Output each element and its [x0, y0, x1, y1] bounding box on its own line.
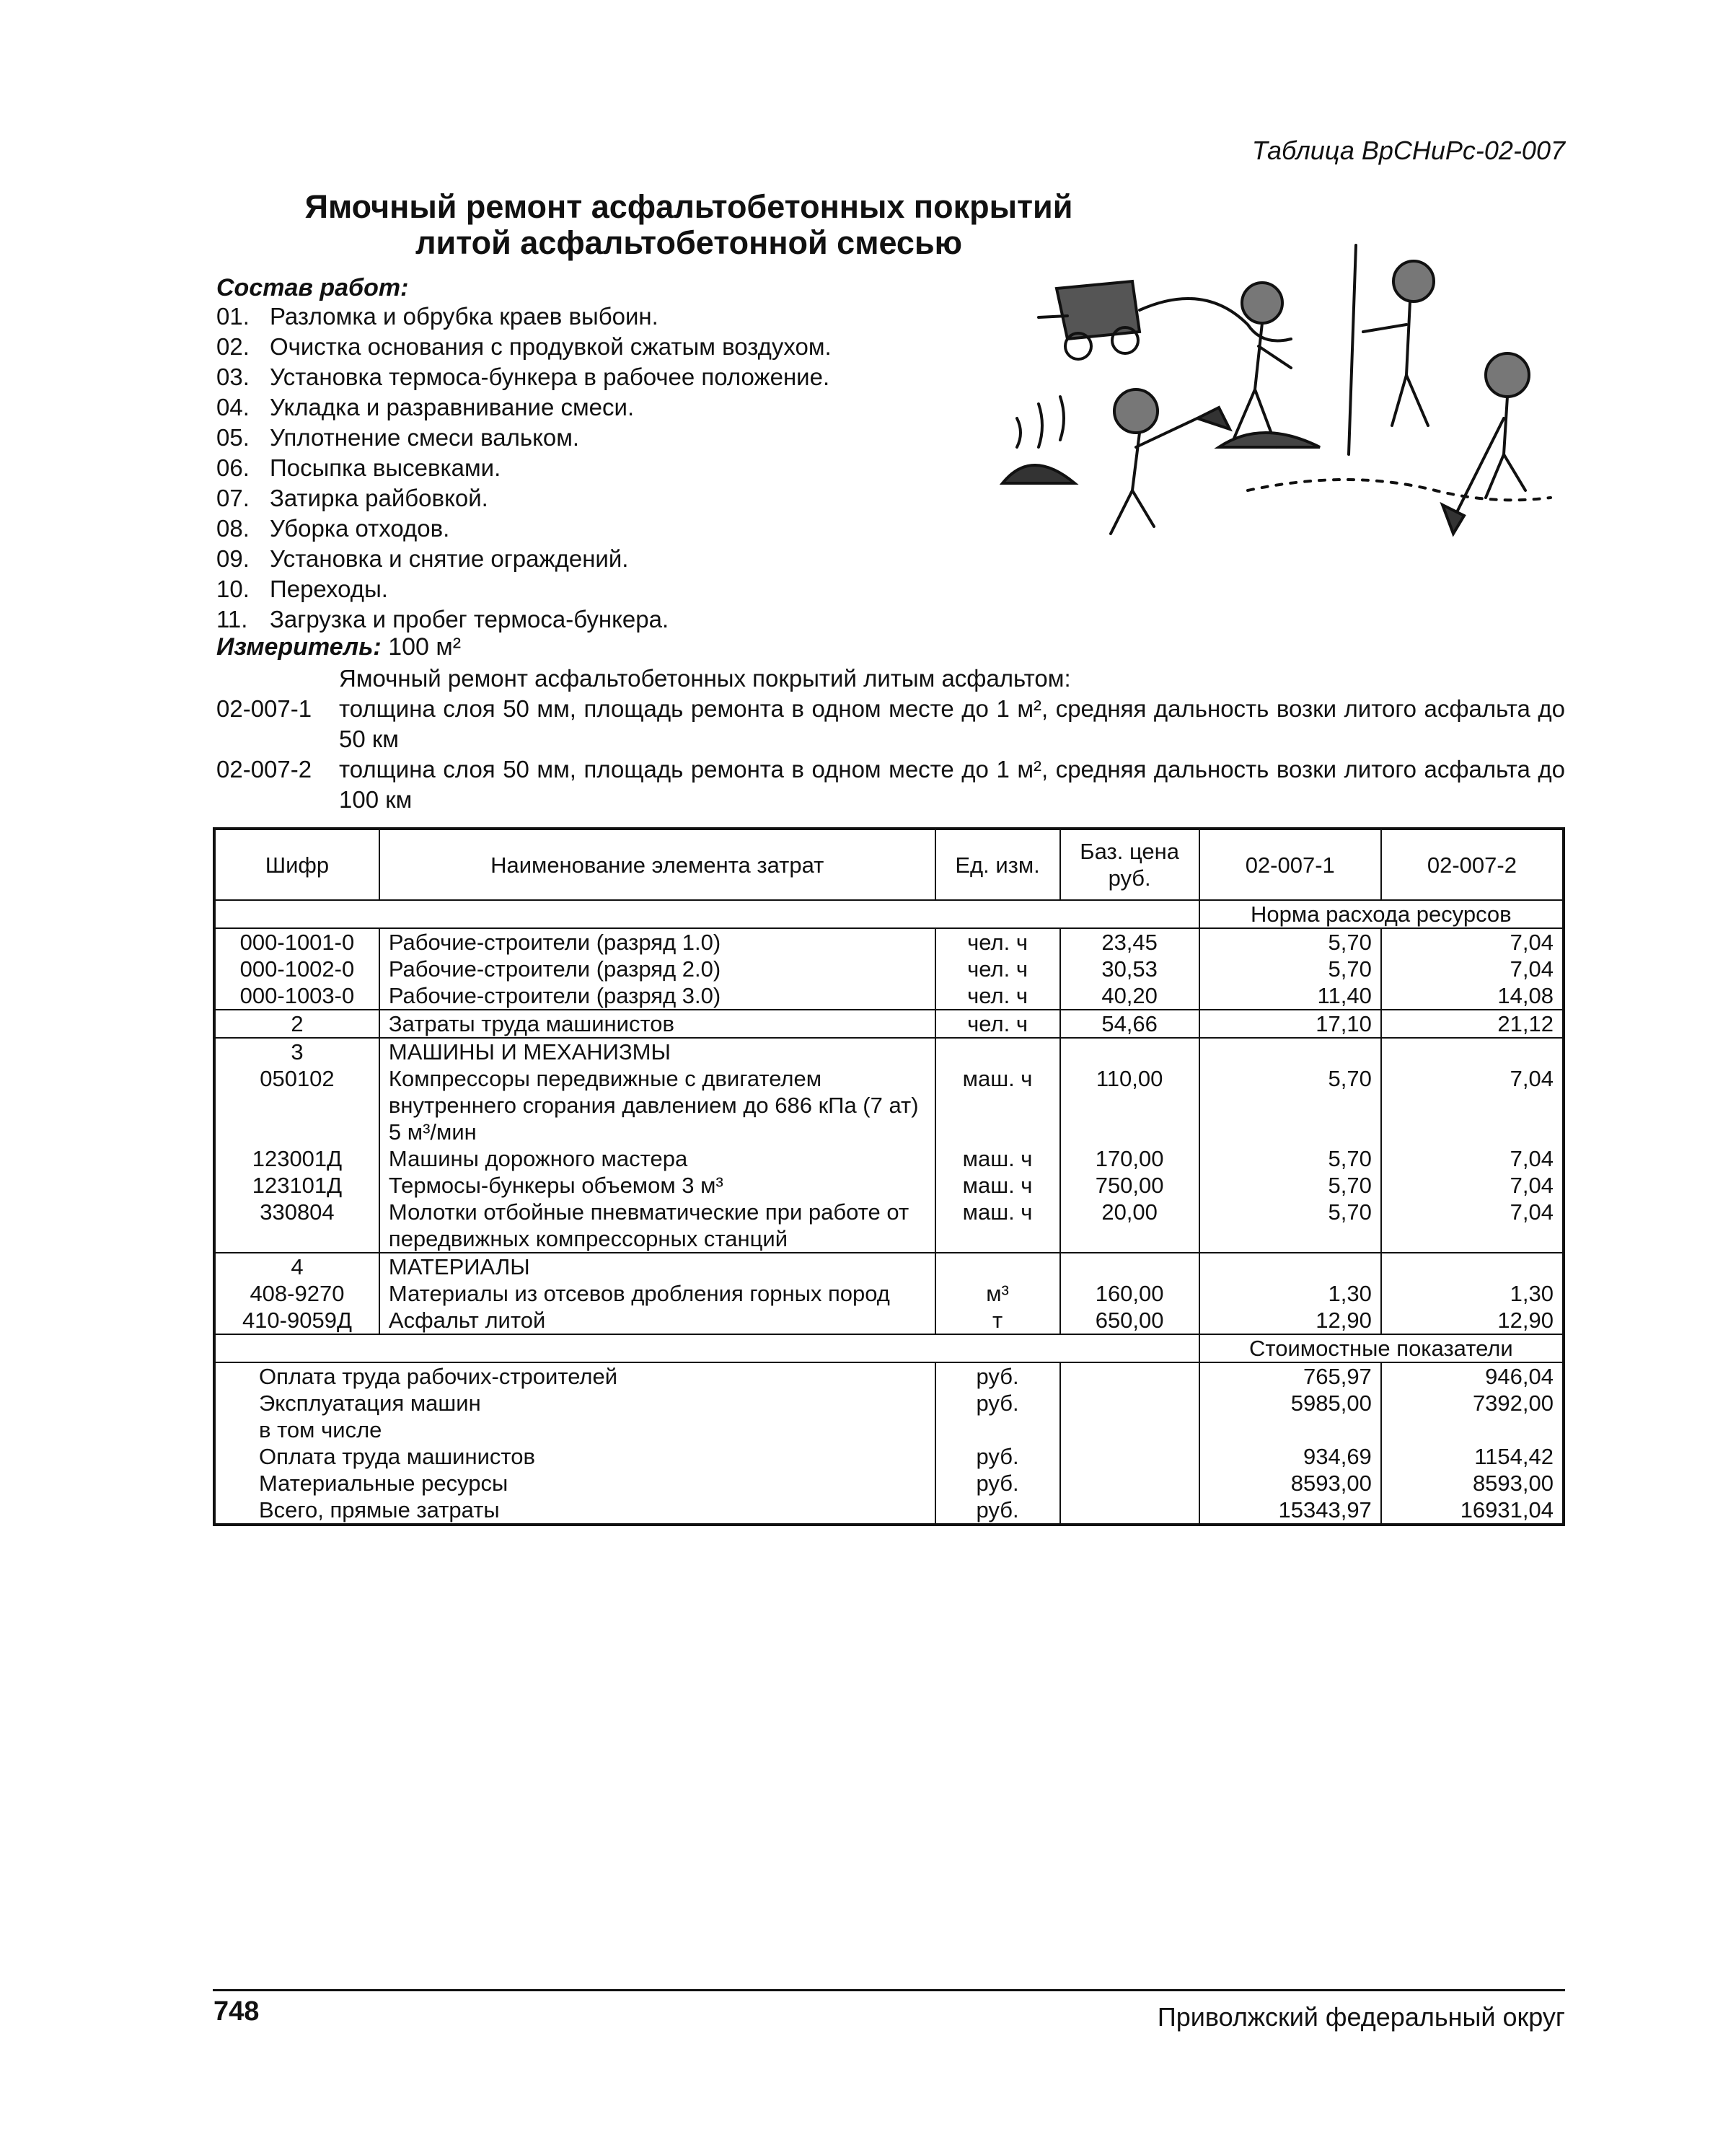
cell-v2: 7,04: [1510, 1066, 1554, 1091]
cell-unit: маш. ч: [935, 1145, 1060, 1172]
cell-v1: 5,70: [1199, 956, 1381, 982]
cell-v1: 17,10: [1199, 1010, 1381, 1038]
measurement-unit: [216, 633, 461, 661]
work-item-text: Переходы.: [270, 576, 388, 602]
work-item: [216, 574, 832, 604]
summary-row: [214, 1416, 1564, 1443]
cell-v1: 5,70: [1199, 1065, 1381, 1145]
summary-v2: 16931,04: [1460, 1497, 1554, 1522]
compressor-icon: [1039, 281, 1140, 359]
work-list: [216, 301, 832, 635]
table-row: [214, 1199, 1564, 1253]
cell-code: 408-9270: [214, 1280, 379, 1307]
work-item-number: 03.: [216, 363, 250, 390]
cell-v1: 12,90: [1199, 1307, 1381, 1334]
cell-name: Термосы-бункеры объемом 3 м³: [379, 1172, 935, 1199]
cell-code: 2: [214, 1010, 379, 1038]
cell-v2: 1,30: [1510, 1281, 1554, 1306]
cell-name: Молотки отбойные пневматические при работе от передвижных компрессорных станций: [379, 1199, 935, 1253]
work-item: [216, 392, 832, 423]
cell-v1: 5,70: [1199, 928, 1381, 956]
summary-v1: 15343,97: [1199, 1497, 1381, 1525]
cell-code: 123001Д: [214, 1145, 379, 1172]
worker-2-icon: [1349, 245, 1434, 454]
page-number: 748: [213, 1996, 260, 2027]
summary-v1: 8593,00: [1199, 1470, 1381, 1497]
summary-v2: 1154,42: [1474, 1444, 1554, 1469]
summary-row: [214, 1497, 1564, 1525]
summary-unit: руб.: [935, 1470, 1060, 1497]
work-item-text: Затирка райбовкой.: [270, 485, 488, 511]
table-row: [214, 1010, 1564, 1038]
variant-code: 02-007-2: [216, 756, 312, 783]
cell-price: 23,45: [1060, 928, 1199, 956]
work-item-number: 02.: [216, 333, 250, 360]
cell-name: Машины дорожного мастера: [379, 1145, 935, 1172]
cell-name: Асфальт литой: [379, 1307, 935, 1334]
summary-row: [214, 1390, 1564, 1416]
cell-price: 40,20: [1060, 982, 1199, 1010]
cell-price: 650,00: [1060, 1307, 1199, 1334]
cell-name: Затраты труда машинистов: [379, 1010, 935, 1038]
cell-name: Материалы из отсевов дробления горных пород: [379, 1280, 935, 1307]
cell-v2: 12,90: [1497, 1308, 1554, 1333]
work-item-number: 05.: [216, 424, 250, 451]
work-item-number: 01.: [216, 303, 250, 330]
header-code: Шифр: [214, 829, 379, 900]
summary-label: Оплата труда машинистов: [214, 1443, 935, 1470]
work-item: [216, 483, 832, 514]
work-composition-heading: Состав работ:: [216, 274, 409, 301]
cell-code: 4: [214, 1253, 379, 1280]
measure-label: Измеритель:: [216, 633, 382, 661]
cell-v2: 7,04: [1510, 956, 1554, 982]
summary-unit: руб.: [935, 1362, 1060, 1390]
summary-label: Эксплуатация машин: [214, 1390, 935, 1416]
work-item: [216, 301, 832, 332]
summary-unit: [935, 1416, 1060, 1443]
cell-name: МАТЕРИАЛЫ: [379, 1253, 935, 1280]
table-row: [214, 1172, 1564, 1199]
work-item-number: 07.: [216, 485, 250, 511]
cell-name: Рабочие-строители (разряд 1.0): [379, 928, 935, 956]
cell-price: [1060, 1038, 1199, 1065]
work-item-number: 11.: [216, 606, 248, 633]
cell-v1: 5,70: [1199, 1145, 1381, 1172]
cell-unit: [935, 1253, 1060, 1280]
cell-code: 410-9059Д: [214, 1307, 379, 1334]
cell-code: 000-1003-0: [214, 982, 379, 1010]
cell-v2: 21,12: [1381, 1010, 1564, 1038]
table-row: [214, 1280, 1564, 1307]
work-item: [216, 362, 832, 392]
table-row: [214, 1253, 1564, 1280]
cost-section-label: Стоимостные показатели: [1199, 1334, 1564, 1362]
cell-unit: маш. ч: [935, 1172, 1060, 1199]
variant-row: [216, 694, 1565, 754]
variants-intro: Ямочный ремонт асфальтобетонных покрытий литым асфальтом:: [339, 665, 1071, 692]
work-item-text: Разломка и обрубка краев выбоин.: [270, 303, 658, 330]
cell-unit: м³: [935, 1280, 1060, 1307]
work-item: [216, 514, 832, 544]
table-row: [214, 956, 1564, 982]
cell-price: [1060, 1253, 1199, 1280]
worker-3-icon: [1111, 389, 1230, 534]
cell-v2: 7,04: [1510, 1199, 1554, 1225]
variant-text: толщина слоя 50 мм, площадь ремонта в одном месте до 1 м², средняя дальность возки литого асфальта до 50 км: [339, 695, 1565, 752]
cell-price: 750,00: [1060, 1172, 1199, 1199]
title-line-1: Ямочный ремонт асфальтобетонных покрытий: [304, 188, 1073, 225]
cell-v1: [1199, 1038, 1381, 1065]
cell-v1: 11,40: [1199, 982, 1381, 1010]
summary-v2: 8593,00: [1472, 1471, 1554, 1496]
header-v1: 02-007-1: [1199, 829, 1381, 900]
work-item: [216, 544, 832, 574]
region-name: Приволжский федеральный округ: [1157, 2002, 1565, 2032]
summary-v1: 5985,00: [1199, 1390, 1381, 1416]
table-header-row: [214, 829, 1564, 900]
summary-label: Материальные ресурсы: [214, 1470, 935, 1497]
work-item-text: Загрузка и пробег термоса-бункера.: [270, 606, 669, 633]
summary-unit: руб.: [935, 1443, 1060, 1470]
work-item: [216, 332, 832, 362]
cell-unit: [935, 1038, 1060, 1065]
work-item-text: Уборка отходов.: [270, 515, 450, 542]
cell-name: Рабочие-строители (разряд 2.0): [379, 956, 935, 982]
work-item-text: Установка и снятие ограждений.: [270, 545, 629, 572]
summary-v2: 7392,00: [1472, 1391, 1554, 1416]
summary-row: [214, 1362, 1564, 1390]
work-item-number: 08.: [216, 515, 250, 542]
cell-name: Рабочие-строители (разряд 3.0): [379, 982, 935, 1010]
summary-label: Оплата труда рабочих-строителей: [214, 1362, 935, 1390]
cell-code: 050102: [214, 1065, 379, 1145]
cell-v1: 5,70: [1199, 1172, 1381, 1199]
header-unit: Ед. изм.: [935, 829, 1060, 900]
summary-label: Всего, прямые затраты: [214, 1497, 935, 1525]
section-row: [214, 900, 1564, 928]
work-item-number: 04.: [216, 394, 250, 420]
work-item: [216, 453, 832, 483]
section-row: [214, 1334, 1564, 1362]
worker-4-icon: [1442, 353, 1529, 534]
cell-v2: 7,04: [1510, 1146, 1554, 1171]
table-row: [214, 1065, 1564, 1145]
work-item: [216, 423, 832, 453]
variant-code: 02-007-1: [216, 695, 312, 722]
cell-price: 30,53: [1060, 956, 1199, 982]
work-item-text: Укладка и разравнивание смеси.: [270, 394, 635, 420]
cell-unit: чел. ч: [935, 928, 1060, 956]
summary-row: [214, 1443, 1564, 1470]
cell-unit: т: [935, 1307, 1060, 1334]
table-row: [214, 1038, 1564, 1065]
cell-v2: 7,04: [1510, 930, 1554, 955]
cell-name: Компрессоры передвижные с двигателем внутреннего сгорания давлением до 686 кПа (7 ат) 5 м³/мин: [379, 1065, 935, 1145]
footer-divider: [213, 1989, 1565, 1991]
cell-v2: [1381, 1253, 1564, 1280]
cell-price: 54,66: [1060, 1010, 1199, 1038]
cell-code: 000-1002-0: [214, 956, 379, 982]
summary-unit: руб.: [935, 1497, 1060, 1525]
table-row: [214, 1307, 1564, 1334]
work-item: [216, 604, 832, 635]
cell-v1: [1199, 1253, 1381, 1280]
summary-label: в том числе: [214, 1416, 935, 1443]
summary-v2: 946,04: [1485, 1364, 1554, 1389]
variants-block: [216, 664, 1565, 815]
table-row: [214, 928, 1564, 956]
cell-v1: 5,70: [1199, 1199, 1381, 1253]
cell-code: 123101Д: [214, 1172, 379, 1199]
work-item-text: Посыпка высевками.: [270, 454, 501, 481]
summary-v1: [1199, 1416, 1381, 1443]
cell-v1: 1,30: [1199, 1280, 1381, 1307]
header-price: Баз. цена руб.: [1060, 829, 1199, 900]
cell-unit: маш. ч: [935, 1065, 1060, 1145]
table-label: Таблица ВрСНиРс-02-007: [1251, 136, 1565, 165]
work-item-text: Очистка основания с продувкой сжатым воздухом.: [270, 333, 832, 360]
cell-unit: чел. ч: [935, 956, 1060, 982]
header-name: Наименование элемента затрат: [379, 829, 935, 900]
title-line-2: литой асфальтобетонной смесью: [415, 224, 963, 261]
summary-v2: [1381, 1416, 1564, 1443]
cell-code: 330804: [214, 1199, 379, 1253]
cell-v2: 7,04: [1510, 1173, 1554, 1198]
work-item-number: 09.: [216, 545, 250, 572]
worker-1-icon: [1219, 283, 1320, 447]
cell-unit: маш. ч: [935, 1199, 1060, 1253]
cell-v2: 14,08: [1497, 983, 1554, 1008]
table-row: [214, 1145, 1564, 1172]
summary-row: [214, 1470, 1564, 1497]
cell-code: 000-1001-0: [214, 928, 379, 956]
cell-price: 160,00: [1060, 1280, 1199, 1307]
cell-unit: чел. ч: [935, 982, 1060, 1010]
variant-text: толщина слоя 50 мм, площадь ремонта в одном месте до 1 м², средняя дальность возки литого асфальта до 100 км: [339, 756, 1565, 813]
cell-price: 170,00: [1060, 1145, 1199, 1172]
cell-price: 110,00: [1060, 1065, 1199, 1145]
work-item-number: 06.: [216, 454, 250, 481]
measure-value: 100 м²: [388, 633, 462, 661]
summary-v1: 765,97: [1199, 1362, 1381, 1390]
header-v2: 02-007-2: [1381, 829, 1564, 900]
cell-code: 3: [214, 1038, 379, 1065]
cell-name: МАШИНЫ И МЕХАНИЗМЫ: [379, 1038, 935, 1065]
work-item-number: 10.: [216, 576, 250, 602]
cost-table: [213, 827, 1565, 1526]
variant-row: [216, 754, 1565, 815]
cell-unit: чел. ч: [935, 1010, 1060, 1038]
summary-v1: 934,69: [1199, 1443, 1381, 1470]
cell-price: 20,00: [1060, 1199, 1199, 1253]
work-item-text: Уплотнение смеси вальком.: [270, 424, 580, 451]
table-row: [214, 982, 1564, 1010]
work-item-text: Установка термоса-бункера в рабочее положение.: [270, 363, 830, 390]
road-workers-illustration: [988, 231, 1565, 570]
summary-unit: руб.: [935, 1390, 1060, 1416]
norm-section-label: Норма расхода ресурсов: [1199, 900, 1564, 928]
cell-v2: [1381, 1038, 1564, 1065]
